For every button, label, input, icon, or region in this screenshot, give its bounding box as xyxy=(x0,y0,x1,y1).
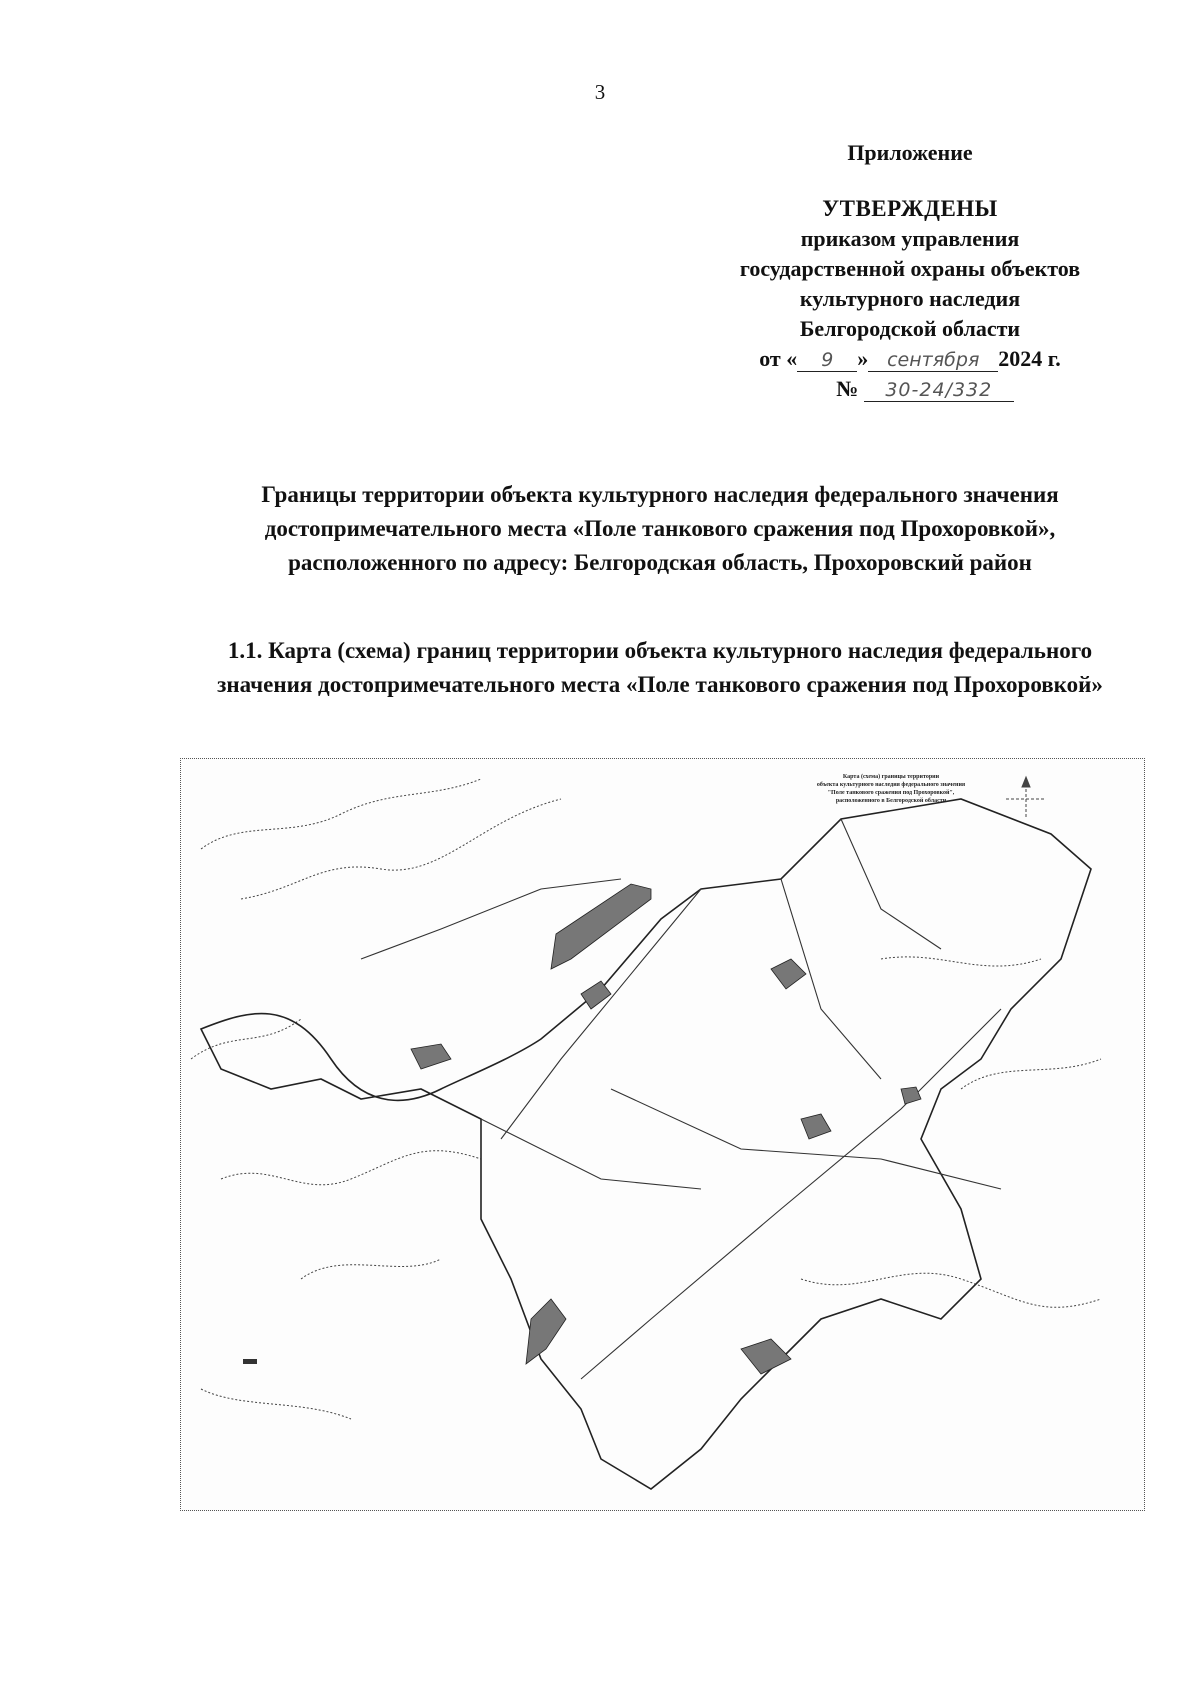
number-handwritten: 30-24/332 xyxy=(864,379,1014,402)
date-prefix: от « xyxy=(759,346,798,371)
page-number: 3 xyxy=(594,80,606,104)
approval-line-1: приказом управления xyxy=(800,226,1020,251)
approval-line-4: Белгородской области xyxy=(799,316,1021,341)
approval-line-3: культурного наследия xyxy=(799,286,1021,311)
map-drawing xyxy=(181,759,1143,1509)
date-mid: » xyxy=(857,346,869,371)
map-title-line-2: объекта культурного наследия федерального значения xyxy=(816,782,966,788)
date-day-handwritten: 9 xyxy=(797,349,857,372)
map-title-line-3: "Поле танкового сражения под Прохоровкой", xyxy=(827,790,955,796)
approval-date xyxy=(690,344,1130,374)
number-prefix: № xyxy=(836,376,859,401)
map-legend xyxy=(243,1359,393,1364)
appendix-label: Приложение xyxy=(847,140,973,165)
legend-row xyxy=(243,1362,393,1364)
map-section-heading: 1.1. Карта (схема) границ территории объекта культурного наследия федерального значения достопримечательного места «Поле танкового сражения под Прохоровкой» xyxy=(217,638,1103,697)
map-title-line-1: Карта (схема) границы территории xyxy=(842,774,940,780)
settlement-areas xyxy=(411,884,921,1374)
map-title-line-4: расположенного в Белгородской области xyxy=(835,798,947,804)
approval-line-2: государственной охраны объектов xyxy=(739,256,1081,281)
legend-swatch xyxy=(243,1362,257,1364)
approval-number xyxy=(690,374,1130,404)
date-year: 2024 г. xyxy=(998,346,1061,371)
approved-label: УТВЕРЖДЕНЫ xyxy=(822,196,998,221)
approval-block xyxy=(690,138,1130,404)
boundaries-heading: Границы территории объекта культурного наследия федерального значения достопримечательного места «Поле танкового сражения под Прохоровкой», расположенного по адресу: Белгородская область, Прохоровский район xyxy=(261,482,1059,575)
date-month-handwritten: сентября xyxy=(868,349,998,372)
map-title xyxy=(741,773,1041,805)
boundary-map xyxy=(180,758,1145,1511)
